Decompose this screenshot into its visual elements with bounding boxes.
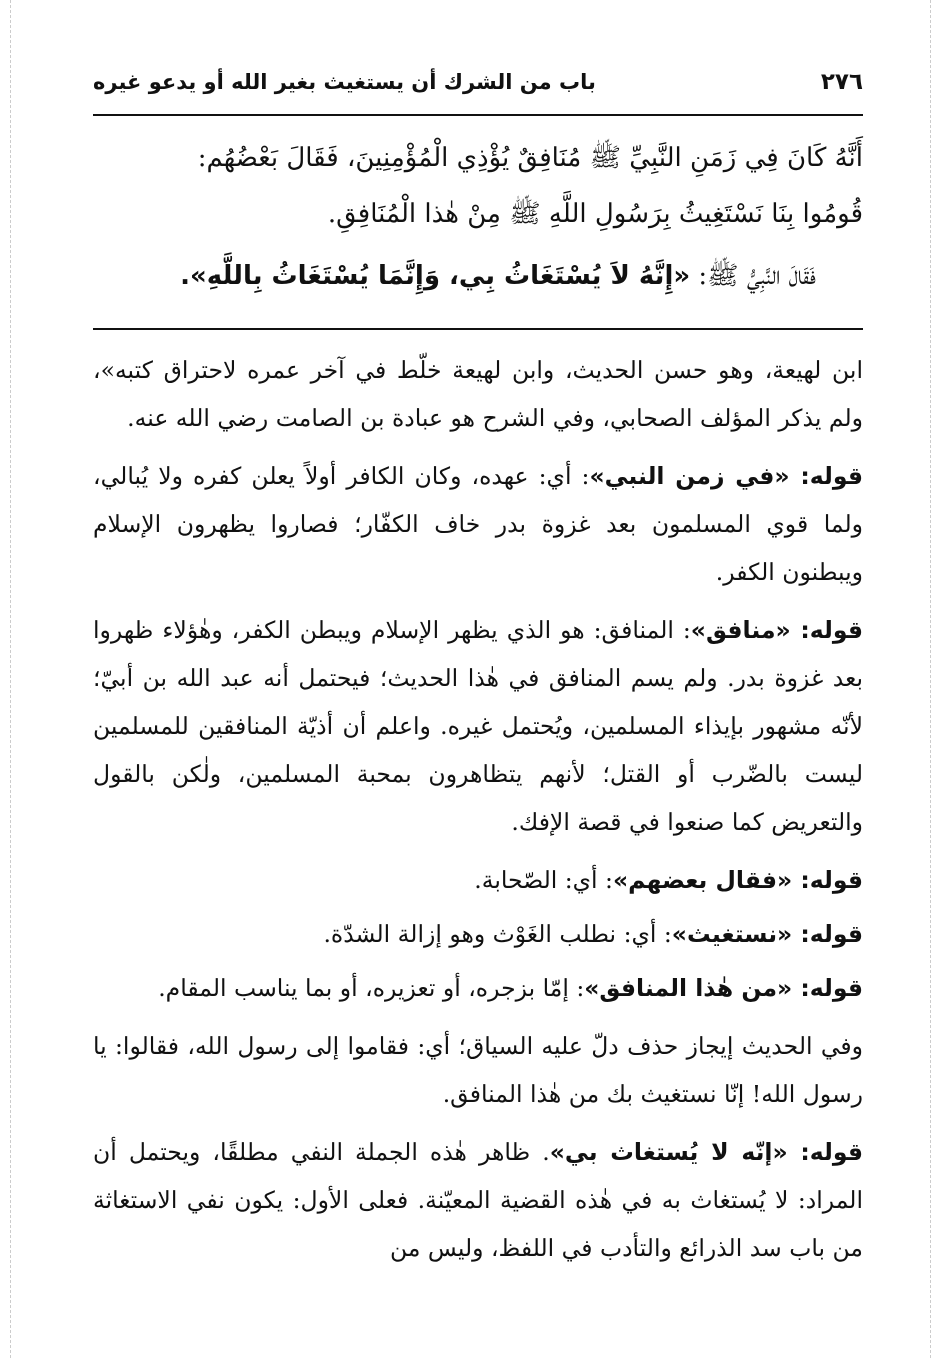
right-margin-guide bbox=[930, 0, 931, 1358]
note-keyword: قوله: «إنّه لا يُستغاث بي» bbox=[549, 1138, 864, 1166]
note-seek-help bbox=[93, 910, 863, 958]
note-keyword: قوله: «منافق» bbox=[690, 616, 863, 644]
hadith-line-3 bbox=[93, 248, 863, 304]
note-body: : إمّا بزجره، أو تعزيره، أو بما يناسب المقام. bbox=[158, 974, 585, 1002]
chapter-title: باب من الشرك أن يستغيث بغير الله أو يدعو غيره bbox=[93, 70, 596, 94]
note-keyword: قوله: «نستغيث» bbox=[671, 920, 863, 948]
section-rule bbox=[93, 328, 863, 330]
hadith-text bbox=[93, 130, 863, 304]
note-keyword: قوله: «في زمن النبي» bbox=[589, 462, 863, 490]
note-from-this-hypocrite bbox=[93, 964, 863, 1012]
hadith-line-2: قُومُوا بِنَا نَسْتَغِيثُ بِرَسُولِ اللَّهِ ﷺ مِنْ هٰذا الْمُنَافِقِ. bbox=[327, 199, 863, 229]
prophet-quote: «إِنَّهُ لاَ يُسْتَغَاثُ بِي، وَإِنَّمَا يُسْتَغَاثُ بِاللَّهِ». bbox=[180, 261, 691, 291]
note-ellipsis: وفي الحديث إيجاز حذف دلّ عليه السياق؛ أي: فقاموا إلى رسول الله، فقالوا: يا رسول الله! إنّا نستغيث بك من هٰذا المنافق. bbox=[93, 1032, 863, 1108]
hadith-line-1: أَنَّهُ كَانَ فِي زَمَنِ النَّبِيِّ ﷺ مُنَافِقٌ يُؤْذِي الْمُؤْمِنِينَ، فَقَالَ بَعْضُهُم: bbox=[197, 143, 863, 173]
note-body: . ظاهر هٰذه الجملة النفي مطلقًا، ويحتمل أن المراد: لا يُستغاث به في هٰذه القضية المعيّنة. فعلى الأول: يكون نفي الاستغاثة من باب سد الذرائع والتأدب في اللفظ، وليس من bbox=[93, 1138, 863, 1262]
note-body: : أي: عهده، وكان الكافر أولاً يعلن كفره ولا يُبالي، ولما قوي المسلمون بعد غزوة بدر خاف الكفّار؛ فصاروا يظهرون الإسلام ويبطنون الكفر. bbox=[93, 462, 863, 586]
hadith-line-3-intro: فَقَالَ النَّبِيُّ ﷺ: bbox=[698, 261, 816, 291]
header-rule bbox=[93, 114, 863, 116]
book-page bbox=[93, 0, 863, 1358]
note-keyword: قوله: «من هٰذا المنافق» bbox=[584, 974, 863, 1002]
running-header bbox=[93, 62, 863, 102]
note-body: : المنافق: هو الذي يظهر الإسلام ويبطن الكفر، وهٰؤلاء ظهروا بعد غزوة بدر. ولم يسم المنافق في هٰذا الحديث؛ فيحتمل أنه عبد الله بن أبيّ؛ لأنّه مشهور بإيذاء المسلمين، ويُحتمل غيره. واعلم أن أذيّة المنافقين للمسلمين ليست بالضّرب أو القتل؛ لأنهم يتظاهرون بمحبة المسلمين، ولٰكن بالقول والتعريض كما صنعوا في قصة الإفك. bbox=[93, 616, 863, 836]
commentary-intro: ابن لهيعة، وهو حسن الحديث، وابن لهيعة خلّط في آخر عمره لاحتراق كتبه»، ولم يذكر المؤلف الصحابي، وفي الشرح هو عبادة بن الصامت رضي الله عنه. bbox=[93, 356, 863, 432]
page-number: ٢٧٦ bbox=[820, 69, 863, 95]
note-not-sought-help bbox=[93, 1128, 863, 1272]
note-time-of-prophet bbox=[93, 452, 863, 596]
note-hypocrite bbox=[93, 606, 863, 846]
note-keyword: قوله: «فقال بعضهم» bbox=[612, 866, 863, 894]
note-body: : أي: الصّحابة. bbox=[474, 866, 613, 894]
commentary bbox=[93, 346, 863, 1282]
note-body: : أي: نطلب الغَوْث وهو إزالة الشدّة. bbox=[323, 920, 672, 948]
left-margin-guide bbox=[10, 0, 11, 1358]
note-some-of-them bbox=[93, 856, 863, 904]
